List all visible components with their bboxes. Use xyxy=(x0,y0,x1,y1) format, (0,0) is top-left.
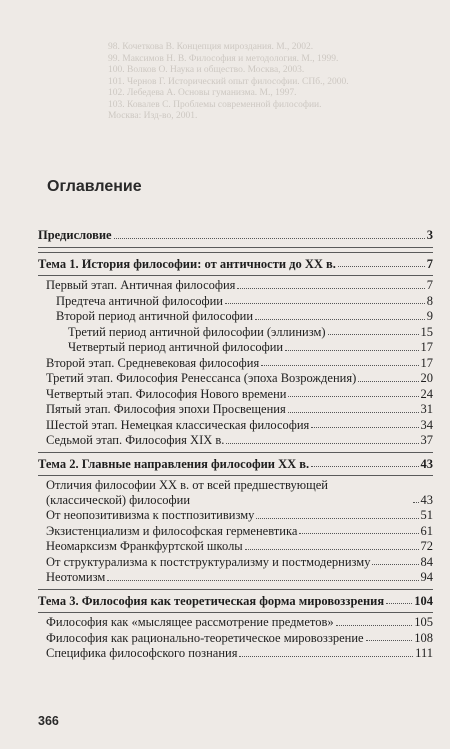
leader-dots xyxy=(299,533,418,534)
section-rule xyxy=(38,247,433,248)
leader-dots xyxy=(386,603,412,604)
leader-dots xyxy=(311,466,418,467)
toc-page-number: 17 xyxy=(420,355,433,370)
bleed-line: 101. Чернов Г. Исторический опыт философии. СПб., 2000. xyxy=(108,76,349,87)
toc-label: Первый этап. Античная философия xyxy=(46,278,236,292)
toc-entry[interactable] xyxy=(38,524,433,539)
toc-entry[interactable] xyxy=(38,387,433,402)
table-of-contents xyxy=(38,228,433,661)
toc-label: От структурализма к постструктурализму и постмодернизму xyxy=(46,554,371,569)
section-rule xyxy=(38,612,433,613)
leader-dots xyxy=(226,443,418,444)
toc-entry[interactable] xyxy=(38,418,433,433)
toc-entry[interactable] xyxy=(38,294,433,309)
leader-dots xyxy=(107,580,418,581)
toc-entry[interactable] xyxy=(38,371,433,386)
toc-entry[interactable] xyxy=(38,631,433,646)
toc-label: Седьмой этап. Философия XIX в. xyxy=(46,433,225,447)
toc-page-number: 24 xyxy=(420,386,433,401)
bleed-line: 103. Ковалев С. Проблемы современной философии. xyxy=(108,99,322,110)
toc-page-number: 105 xyxy=(414,615,433,629)
section-rule xyxy=(38,452,433,453)
toc-label: Третий этап. Философия Ренессанса (эпоха Возрождения) xyxy=(46,371,357,385)
toc-page-number: 34 xyxy=(420,417,433,432)
toc-entry[interactable] xyxy=(38,478,433,507)
leader-dots xyxy=(336,625,413,626)
leader-dots xyxy=(288,412,419,413)
leader-dots xyxy=(366,640,413,641)
toc-entry[interactable] xyxy=(38,278,433,293)
bleed-line: 102. Лебедева А. Основы гуманизма. М., 1997. xyxy=(108,88,297,98)
bleed-line: Москва: Изд-во, 2001. xyxy=(108,111,198,121)
bleed-through-text xyxy=(108,42,428,162)
toc-label: Неотомизм xyxy=(46,570,106,584)
toc-section[interactable] xyxy=(38,228,433,243)
toc-label: Четвертый период античной философии xyxy=(68,340,284,354)
toc-label: Тема 3. Философия как теоретическая форма мировоззрения xyxy=(38,593,385,608)
leader-dots xyxy=(328,334,419,335)
toc-page-number: 17 xyxy=(420,340,433,354)
toc-section[interactable] xyxy=(38,594,433,609)
leader-dots xyxy=(338,266,425,267)
leader-dots xyxy=(114,238,425,239)
toc-label: Неомарксизм Франкфуртской школы xyxy=(46,539,243,553)
toc-entry[interactable] xyxy=(38,356,433,371)
toc-label: Предтеча античной философии xyxy=(56,293,223,308)
toc-page-number: 94 xyxy=(420,570,433,584)
bleed-line: 98. Кочеткова В. Концепция мироздания. М., 2002. xyxy=(108,42,314,52)
toc-page-number: 15 xyxy=(420,324,433,339)
toc-label: Предисловие xyxy=(38,228,112,242)
toc-label: Философия как рационально-теоретическое мировоззрение xyxy=(46,630,364,645)
toc-page-number: 7 xyxy=(426,256,433,271)
leader-dots xyxy=(372,564,418,565)
toc-label: Тема 1. История философии: от античности до XX в. xyxy=(38,256,336,271)
section-rule xyxy=(38,275,433,276)
toc-section[interactable] xyxy=(38,457,433,472)
leader-dots xyxy=(261,365,418,366)
toc-page-number: 43 xyxy=(420,492,433,507)
toc-label: Четвертый этап. Философия Нового времени xyxy=(46,386,287,401)
leader-dots xyxy=(237,288,424,289)
section-rule xyxy=(38,589,433,590)
toc-page-number: 8 xyxy=(426,293,433,308)
toc-label: Философия как «мыслящее рассмотрение предметов» xyxy=(46,615,334,629)
leader-dots xyxy=(225,303,425,304)
leader-dots xyxy=(413,502,419,503)
toc-entry[interactable] xyxy=(38,340,433,355)
leader-dots xyxy=(256,518,418,519)
toc-label: Шестой этап. Немецкая классическая философия xyxy=(46,417,310,432)
leader-dots xyxy=(288,396,418,397)
leader-dots xyxy=(358,381,418,382)
toc-entry[interactable] xyxy=(38,539,433,554)
toc-page-number: 43 xyxy=(420,456,433,471)
toc-label: Отличия философии XX в. от всей предшествующей (классической) философии xyxy=(46,478,328,507)
toc-section[interactable] xyxy=(38,257,433,272)
toc-page-number: 3 xyxy=(426,228,433,242)
toc-page-number: 84 xyxy=(420,554,433,569)
toc-label: Третий период античной философии (эллинизм) xyxy=(68,324,326,339)
toc-label: Специфика философского познания xyxy=(46,646,238,660)
toc-page-number: 61 xyxy=(420,523,433,538)
toc-entry[interactable] xyxy=(38,615,433,630)
toc-entry[interactable] xyxy=(38,433,433,448)
leader-dots xyxy=(285,350,418,351)
toc-page-number: 51 xyxy=(420,508,433,522)
toc-page-number: 7 xyxy=(426,278,433,292)
toc-entry[interactable] xyxy=(38,555,433,570)
page-title: Оглавление xyxy=(47,178,142,195)
toc-entry[interactable] xyxy=(38,325,433,340)
toc-entry[interactable] xyxy=(38,508,433,523)
toc-page-number: 31 xyxy=(420,402,433,416)
leader-dots xyxy=(239,656,413,657)
bleed-line: 100. Волков О. Наука и общество. Москва, 2003. xyxy=(108,65,305,75)
toc-label: Тема 2. Главные направления философии XX в. xyxy=(38,456,310,471)
toc-page-number: 111 xyxy=(415,646,433,660)
toc-entry[interactable] xyxy=(38,309,433,324)
section-rule xyxy=(38,252,433,253)
leader-dots xyxy=(255,319,425,320)
toc-label: Второй период античной философии xyxy=(56,309,254,323)
toc-label: Экзистенциализм и философская герменевтика xyxy=(46,523,298,538)
toc-entry[interactable] xyxy=(38,646,433,661)
toc-page-number: 9 xyxy=(426,309,433,323)
toc-entry[interactable] xyxy=(38,402,433,417)
toc-page-number: 104 xyxy=(414,593,433,608)
toc-page-number: 108 xyxy=(414,630,433,645)
toc-entry[interactable] xyxy=(38,570,433,585)
toc-page-number: 37 xyxy=(420,433,433,447)
bleed-line: 99. Максимов Н. В. Философия и методология. М., 1999. xyxy=(108,53,339,64)
toc-label: От неопозитивизма к постпозитивизму xyxy=(46,508,255,522)
leader-dots xyxy=(245,549,419,550)
toc-label: Второй этап. Средневековая философия xyxy=(46,355,260,370)
toc-page-number: 20 xyxy=(420,371,433,385)
leader-dots xyxy=(311,427,418,428)
page-number: 366 xyxy=(38,714,59,728)
toc-page-number: 72 xyxy=(420,539,433,553)
section-rule xyxy=(38,475,433,476)
toc-label: Пятый этап. Философия эпохи Просвещения xyxy=(46,402,286,416)
